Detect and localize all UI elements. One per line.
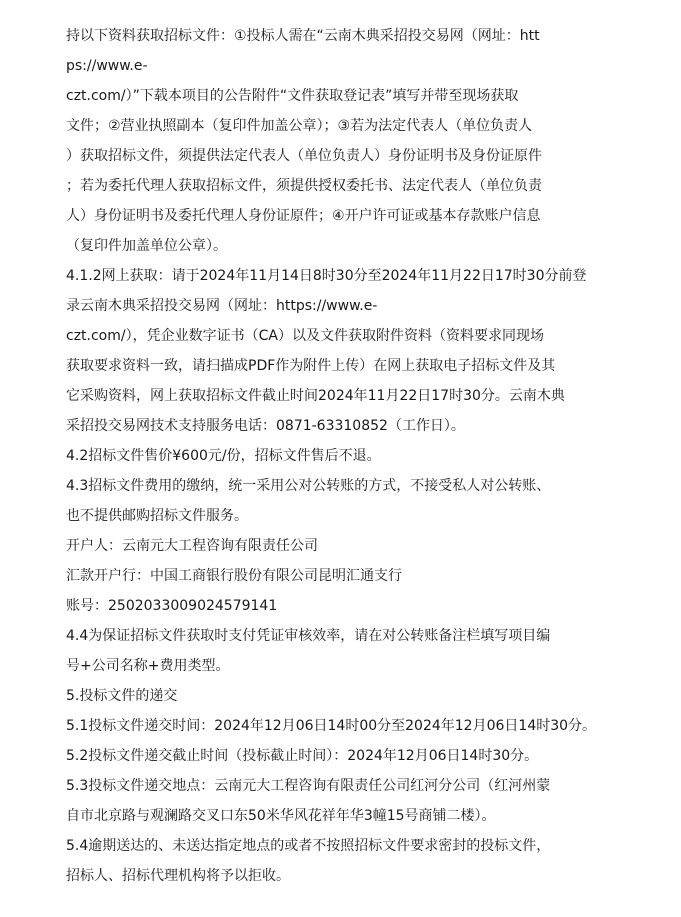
text-line: 5.3投标文件递交地点：云南元大工程咨询有限责任公司红河分公司（红河州蒙 bbox=[66, 778, 551, 794]
text-line: ；若为委托代理人获取招标文件，须提供授权委托书、法定代表人（单位负责 bbox=[66, 178, 542, 194]
text-line: 录云南木典采招投交易网（网址：https://www.e- bbox=[66, 298, 378, 314]
text-line: 5.4逾期送达的、未送达指定地点的或者不按照招标文件要求密封的投标文件， bbox=[66, 838, 551, 854]
text-line: 5.1投标文件递交时间：2024年12月06日14时00分至2024年12月06日14时30分。 bbox=[66, 718, 597, 734]
text-line: 自市北京路与观澜路交叉口东50米华风花祥年华3幢15号商铺二楼）。 bbox=[66, 808, 496, 824]
text-line: 文件；②营业执照副本（复印件加盖公章）；③若为法定代表人（单位负责人 bbox=[66, 118, 533, 134]
text-line: 持以下资料获取招标文件：①投标人需在“云南木典采招投交易网（网址：htt bbox=[66, 28, 540, 44]
text-line: 账号：2502033009024579141 bbox=[66, 598, 278, 614]
text-line: 汇款开户行：中国工商银行股份有限公司昆明汇通支行 bbox=[66, 568, 402, 584]
text-line: 也不提供邮购招标文件服务。 bbox=[66, 508, 248, 524]
text-line: 号+公司名称+费用类型。 bbox=[66, 658, 230, 674]
text-line: 采招投交易网技术支持服务电话：0871-63310852（工作日）。 bbox=[66, 418, 465, 434]
text-line: czt.com/）”下载本项目的公告附件“文件获取登记表”填写并带至现场获取 bbox=[66, 88, 519, 104]
text-line: 5.2投标文件递交截止时间（投标截止时间）：2024年12月06日14时30分。 bbox=[66, 748, 539, 764]
text-line: 它采购资料，网上获取招标文件截止时间2024年11月22日17时30分。云南木典 bbox=[66, 388, 565, 404]
text-line: 获取要求资料一致，请扫描成PDF作为附件上传）在网上获取电子招标文件及其 bbox=[66, 358, 556, 374]
text-line: （复印件加盖单位公章）。 bbox=[66, 238, 227, 254]
text-line: 5.投标文件的递交 bbox=[66, 688, 178, 704]
text-line: 4.1.2网上获取：请于2024年11月14日8时30分至2024年11月22日17时30分前登 bbox=[66, 268, 587, 284]
text-line: ）获取招标文件，须提供法定代表人（单位负责人）身份证明书及身份证原件 bbox=[66, 148, 542, 164]
text-line: 4.4为保证招标文件获取时支付凭证审核效率，请在对公转账备注栏填写项目编 bbox=[66, 628, 551, 644]
text-line: 人）身份证明书及委托代理人身份证原件；④开户许可证或基本存款账户信息 bbox=[66, 208, 541, 224]
text-line: 开户人：云南元大工程咨询有限责任公司 bbox=[66, 538, 318, 554]
text-line: ps://www.e- bbox=[66, 58, 148, 74]
text-line: 招标人、招标代理机构将予以拒收。 bbox=[66, 868, 290, 884]
text-line: czt.com/），凭企业数字证书（CA）以及文件获取附件资料（资料要求同现场 bbox=[66, 328, 544, 344]
text-line: 4.2招标文件售价¥600元/份，招标文件售后不退。 bbox=[66, 448, 381, 464]
text-line: 4.3招标文件费用的缴纳，统一采用公对公转账的方式，不接受私人对公转账、 bbox=[66, 478, 551, 494]
